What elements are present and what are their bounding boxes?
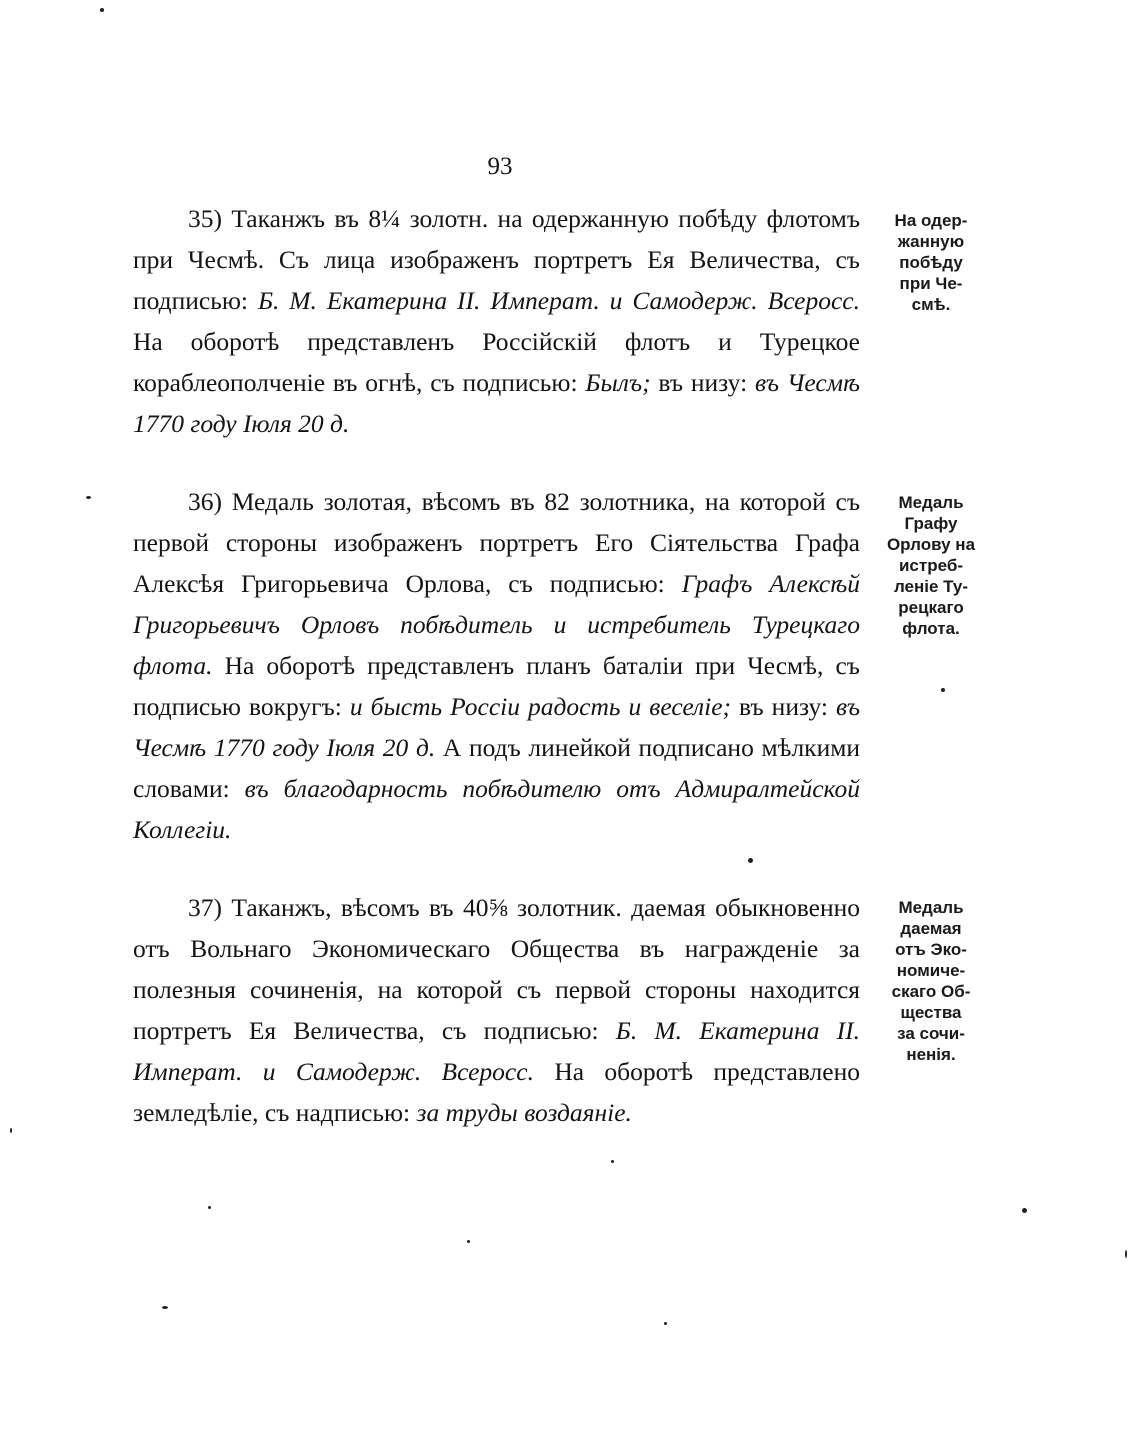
scan-speck [611,1160,614,1163]
entry-35-text [133,198,860,444]
entry-37-text [133,887,860,1133]
margin-note-line: флота. [902,619,960,638]
entry-text: На оборотѣ представленъ планъ баталіи при Чесмѣ, съ подписью вокругъ: [133,651,860,721]
inscription: Графъ Алексѣй Григорьевичъ Орловъ побѣдитель и истребитель Турецкаго флота. [133,569,860,680]
page-number: 93 [487,153,513,180]
inscription: въ Чесмѣ 1770 году Іюля 20 д. [133,692,860,762]
margin-note-line: жанную [897,232,965,251]
margin-note-line: щества [900,1003,962,1022]
scan-speck [162,1306,168,1309]
margin-note-line: истреб- [898,556,963,575]
margin-note-line: На одер- [894,211,968,230]
inscription: и бысть Россіи радость и веселіе; [349,692,732,721]
entry-text: На оборотѣ представлено земледѣліе, съ надписью: [133,1057,860,1127]
margin-note-line: скаго Об- [891,982,971,1001]
entry-number: 35) [188,204,222,233]
scan-speck [467,1240,470,1243]
margin-note-line: Медаль [898,898,964,917]
inscription: въ благодарность побѣдителю отъ Адмиралтейской Коллегіи. [133,774,860,844]
inscription: Былъ; [585,368,651,397]
entry-number: 37) [188,893,222,922]
scan-speck [941,688,945,692]
margin-note-line: за сочи- [897,1024,965,1043]
margin-note-line: побѣду [899,253,963,272]
inscription: за труды воздаяніе. [416,1098,632,1127]
scan-speck [1125,1250,1127,1258]
margin-note-line: Орлову на [886,535,976,554]
scan-speck [1022,1208,1027,1213]
inscription: Б. М. Екатерина II. Императ. и Самодерж. Всеросс. [133,1016,860,1086]
margin-note-line: рецкаго [898,598,964,617]
entry-text: А подъ линейкой подписано мѣлкими словами: [133,733,860,803]
inscription: въ Чесмѣ 1770 году Іюля 20 д. [133,368,860,438]
scan-speck [208,1206,211,1209]
margin-note-line: Графу [904,514,958,533]
margin-note-line: леніе Ту- [893,577,969,596]
margin-note-line: даемая [900,919,962,938]
scan-speck [100,8,104,12]
entry-36-text [133,481,860,850]
scan-speck [748,858,753,863]
margin-note-line: Медаль [898,493,964,512]
scan-speck [86,496,91,499]
margin-note-line: отъ Эко- [895,940,967,959]
entry-text: въ низу: [731,692,837,721]
margin-note-35 [878,210,984,315]
entry-text: Таканжъ, вѣсомъ въ 40⅝ золотник. даемая обыкновенно отъ Вольнаго Экономическаго Общества въ награжденіе за полезныя сочиненія, на которой съ первой стороны находится портретъ Ея Величества, съ подписью: [133,893,860,1045]
scan-speck [10,1128,12,1133]
margin-note-line: при Че- [899,274,963,293]
scan-speck [664,1322,667,1325]
margin-note-36 [878,492,984,639]
entry-text: Таканжъ въ 8¼ золотн. на одержанную побѣду флотомъ при Чесмѣ. Съ лица изображенъ портретъ Ея Величества, съ подписью: [133,204,861,315]
entry-text: Медаль золотая, вѣсомъ въ 82 золотника, на которой съ первой стороны изображенъ портретъ Его Сіятельства Графа Алексѣя Григорьевича Орлова, съ подписью: [133,487,861,598]
entry-number: 36) [188,487,222,516]
margin-note-line: смѣ. [911,295,951,314]
entry-text: На оборотѣ представленъ Россійскій флотъ и Турецкое кораблеополченіе въ огнѣ, съ подписью: [133,327,860,397]
entry-text: въ низу: [650,368,756,397]
margin-note-line: ненія. [906,1045,956,1064]
inscription: Б. М. Екатерина II. Императ. и Самодерж. Всеросс. [257,286,861,315]
margin-note-37 [878,897,984,1065]
margin-note-line: номиче- [896,961,966,980]
